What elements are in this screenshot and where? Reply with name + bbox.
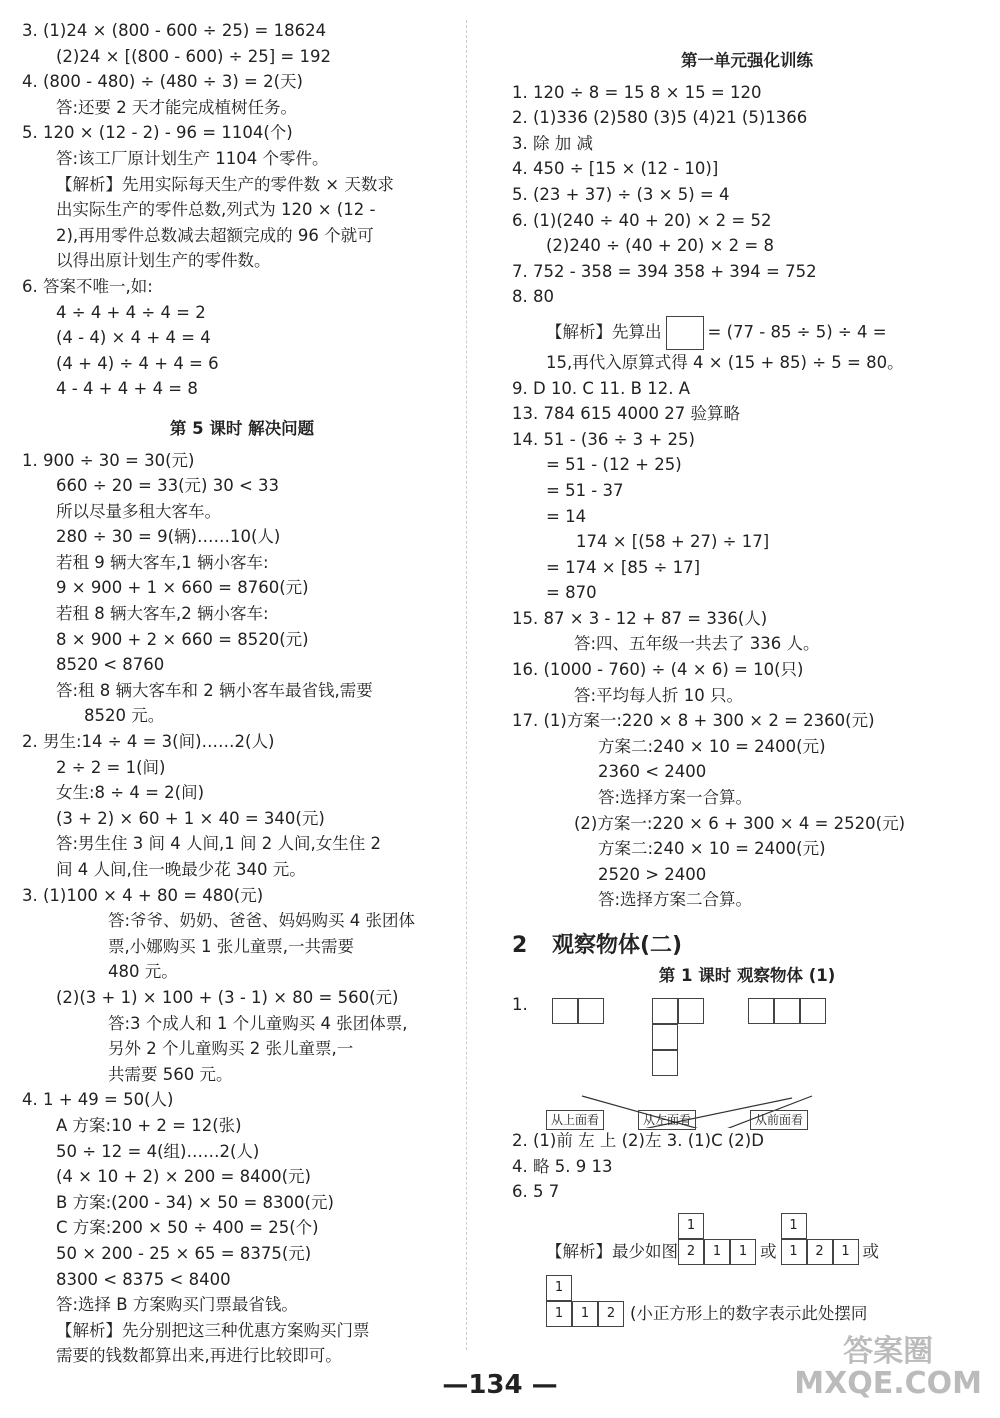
lesson-title: 第 1 课时 观察物体 (1) (658, 965, 836, 985)
analysis-line: 需要的钱数都算出来,再进行比较即可。 (56, 1346, 342, 1366)
answer-line: 若租 8 辆大客车,2 辆小客车: (56, 604, 269, 624)
answer-line: 15. 87 × 3 - 12 + 87 = 336(人) (512, 608, 768, 628)
unit-square: 2 (678, 1239, 704, 1265)
lesson-title: 第 5 课时 解决问题 (169, 418, 315, 438)
answer-line: 3. (1)24 × (800 - 600 ÷ 25) = 18624 (22, 21, 327, 40)
right-column (512, 18, 982, 1327)
cube-grid-1 (678, 1213, 756, 1265)
analysis-line: 15,再代入原算式得 4 × (15 + 85) ÷ 5 = 80。 (546, 352, 904, 372)
answer-line: 6. 5 7 (512, 1182, 560, 1202)
watermark-logo: 答案圈 MXQE.COM (794, 1334, 982, 1401)
label-top-view: 从上面看 (546, 1110, 604, 1130)
answer-line: 8520 元。 (84, 706, 165, 726)
answer-line: 8520 < 8760 (56, 655, 165, 675)
unit-square: 1 (572, 1301, 598, 1327)
blank-box (666, 316, 704, 350)
answer-line: 6. (1)(240 ÷ 40 + 20) × 2 = 52 (512, 210, 772, 230)
answer-line: 4 - 4 + 4 + 4 = 8 (56, 379, 198, 399)
analysis-figures (512, 1213, 982, 1265)
answer-line: 4. 450 ÷ [15 × (12 - 10)] (512, 159, 719, 179)
answer-line: 4 ÷ 4 + 4 ÷ 4 = 2 (56, 302, 206, 322)
answer-line: 答:租 8 辆大客车和 2 辆小客车最省钱,需要 (56, 680, 373, 700)
answer-line: 3. (1)100 × 4 + 80 = 480(元) (22, 885, 264, 905)
answer-line: 7. 752 - 358 = 394 358 + 394 = 752 (512, 261, 817, 281)
answer-line: = 14 (546, 506, 587, 526)
answer-line: (4 × 10 + 2) × 200 = 8400(元) (56, 1167, 311, 1187)
unit-square: 1 (730, 1239, 756, 1265)
answer-line: 答:选择方案一合算。 (598, 788, 753, 808)
answer-line: 16. (1000 - 760) ÷ (4 × 6) = 10(只) (512, 660, 804, 680)
unit-heading (512, 933, 982, 959)
unit-square: 1 (833, 1239, 859, 1265)
answer-line: (2)(3 + 1) × 100 + (3 - 1) × 80 = 560(元) (56, 987, 399, 1007)
unit-square: 2 (807, 1239, 833, 1265)
answer-line: = 870 (546, 583, 597, 603)
answer-line: C 方案:200 × 50 ÷ 400 = 25(个) (56, 1218, 319, 1238)
answer-line: 4. 略 5. 9 13 (512, 1156, 613, 1176)
answer-line: 答:选择方案二合算。 (598, 890, 753, 910)
answer-line: 50 ÷ 12 = 4(组)……2(人) (56, 1141, 260, 1161)
analysis-line (512, 316, 982, 350)
answer-line: 答:男生住 3 间 4 人间,1 间 2 人间,女生住 2 (56, 834, 381, 854)
answer-line: 若租 9 辆大客车,1 辆小客车: (56, 552, 269, 572)
answer-line: 答:还要 2 天才能完成植树任务。 (56, 97, 298, 117)
answer-line: 480 元。 (108, 962, 178, 982)
answer-line: 答:3 个成人和 1 个儿童购买 4 张团体票, (108, 1013, 408, 1033)
cube-grid-3 (546, 1275, 624, 1327)
answer-line: 9 × 900 + 1 × 660 = 8760(元) (56, 578, 309, 598)
matching-lines (512, 988, 982, 1128)
label-front-view: 从前面看 (750, 1110, 808, 1130)
answer-line: = 174 × [85 ÷ 17] (546, 557, 701, 577)
answer-line: 9. D 10. C 11. B 12. A (512, 378, 691, 398)
answer-line: (4 - 4) × 4 + 4 = 4 (56, 328, 211, 348)
column-divider (466, 20, 467, 1350)
unit-practice-title: 第一单元强化训练 (681, 51, 813, 70)
answer-line: 1. 900 ÷ 30 = 30(元) (22, 450, 195, 470)
answer-line: (3 + 2) × 60 + 1 × 40 = 340(元) (56, 808, 325, 828)
answer-line: 174 × [(58 + 27) ÷ 17] (576, 532, 770, 552)
question-number: 1. (512, 995, 528, 1015)
answer-line: 所以尽量多租大客车。 (56, 501, 221, 521)
answer-line: 方案二:240 × 10 = 2400(元) (598, 736, 826, 756)
answer-line: 答:该工厂原计划生产 1104 个零件。 (56, 148, 329, 168)
answer-line: 2. 男生:14 ÷ 4 = 3(间)……2(人) (22, 732, 275, 752)
unit-square: 1 (704, 1239, 730, 1265)
answer-line: 1. 120 ÷ 8 = 15 8 × 15 = 120 (512, 82, 762, 102)
unit-square: 2 (598, 1301, 624, 1327)
answer-line: 280 ÷ 30 = 9(辆)……10(人) (56, 527, 281, 547)
answer-line: 4. (800 - 480) ÷ (480 ÷ 3) = 2(天) (22, 72, 303, 92)
answer-line: 共需要 560 元。 (108, 1064, 233, 1084)
answer-line: 4. 1 + 49 = 50(人) (22, 1090, 174, 1110)
unit-title: 观察物体(二) (552, 933, 683, 958)
answer-line: 14. 51 - (36 ÷ 3 + 25) (512, 429, 695, 449)
answer-line: (2)方案一:220 × 6 + 300 × 4 = 2520(元) (574, 813, 906, 833)
answer-line: 2 ÷ 2 = 1(间) (56, 757, 166, 777)
answer-line: 答:平均每人折 10 只。 (574, 685, 744, 705)
unit-square: 1 (546, 1301, 572, 1327)
unit-square: 1 (781, 1213, 807, 1239)
answer-line: 2. (1)336 (2)580 (3)5 (4)21 (5)1366 (512, 108, 808, 128)
view-matching-figure (512, 988, 982, 1128)
answer-line: 8 × 900 + 2 × 660 = 8520(元) (56, 629, 309, 649)
answer-line: 间 4 人间,住一晚最少花 340 元。 (56, 860, 306, 879)
unit-square: 1 (781, 1239, 807, 1265)
answer-line: B 方案:(200 - 34) × 50 = 8300(元) (56, 1192, 334, 1212)
answer-line: 8. 80 (512, 287, 554, 307)
answer-line: = 51 - 37 (546, 480, 624, 500)
answer-line: 6. 答案不唯一,如: (22, 276, 153, 296)
answer-line: 3. 除 加 减 (512, 133, 593, 153)
answer-line: 13. 784 615 4000 27 验算略 (512, 404, 740, 424)
answer-line: A 方案:10 + 2 = 12(张) (56, 1115, 242, 1135)
answer-line: 方案二:240 × 10 = 2400(元) (598, 839, 826, 859)
answer-line: 5. (23 + 37) ÷ (3 × 5) = 4 (512, 184, 730, 204)
answer-line: 2. (1)前 左 上 (2)左 3. (1)C (2)D (512, 1131, 764, 1151)
answer-line: 女生:8 ÷ 4 = 2(间) (56, 783, 205, 803)
or-text: 或 (760, 1242, 777, 1262)
analysis-line: 2),再用零件总数减去超额完成的 96 个就可 (56, 225, 374, 245)
cube-grid-2 (781, 1213, 859, 1265)
answer-line: (4 + 4) ÷ 4 + 4 = 6 (56, 353, 219, 373)
analysis-text: = (77 - 85 ÷ 5) ÷ 4 = (707, 322, 887, 342)
or-text: 或 (862, 1242, 879, 1262)
answer-line: (2)24 × [(800 - 600) ÷ 25] = 192 (56, 46, 331, 66)
unit-square: 1 (546, 1275, 572, 1301)
answer-line: 答:选择 B 方案购买门票最省钱。 (56, 1295, 298, 1315)
analysis-prefix: 【解析】先算出 (546, 322, 662, 342)
label-left-view: 从左面看 (638, 1110, 696, 1130)
answer-line: (2)240 ÷ (40 + 20) × 2 = 8 (546, 236, 774, 256)
answer-line: 660 ÷ 20 = 33(元) 30 < 33 (56, 476, 280, 496)
unit-number: 2 (512, 933, 528, 958)
page-number: —134 — (442, 1370, 558, 1400)
analysis-prefix: 【解析】最少如图 (546, 1242, 678, 1262)
analysis-line: 出实际生产的零件总数,列式为 120 × (12 - (56, 200, 376, 220)
answer-line: 2520 > 2400 (598, 864, 707, 884)
analysis-line: 以得出原计划生产的零件数。 (56, 251, 271, 271)
analysis-line: 【解析】先分别把这三种优惠方案购买门票 (56, 1320, 370, 1340)
answer-line: 2360 < 2400 (598, 762, 707, 782)
answer-line: 5. 120 × (12 - 2) - 96 = 1104(个) (22, 123, 293, 143)
left-column (22, 18, 462, 1369)
answer-line: 另外 2 个儿童购买 2 张儿童票,一 (108, 1039, 354, 1059)
answer-line: 答:爷爷、奶奶、爸爸、妈妈购买 4 张团体 (108, 911, 416, 931)
answer-line: 答:四、五年级一共去了 336 人。 (574, 634, 820, 654)
answer-line: = 51 - (12 + 25) (546, 455, 682, 475)
answer-line: 票,小娜购买 1 张儿童票,一共需要 (108, 936, 354, 956)
answer-line: 17. (1)方案一:220 × 8 + 300 × 2 = 2360(元) (512, 711, 875, 731)
analysis-note: (小正方形上的数字表示此处摆同 (630, 1304, 868, 1324)
answer-line: 8300 < 8375 < 8400 (56, 1269, 231, 1289)
unit-square: 1 (678, 1213, 704, 1239)
analysis-figures-2 (512, 1275, 982, 1327)
answer-line: 50 × 200 - 25 × 65 = 8375(元) (56, 1243, 312, 1263)
analysis-line: 【解析】先用实际每天生产的零件数 × 天数求 (56, 174, 394, 194)
